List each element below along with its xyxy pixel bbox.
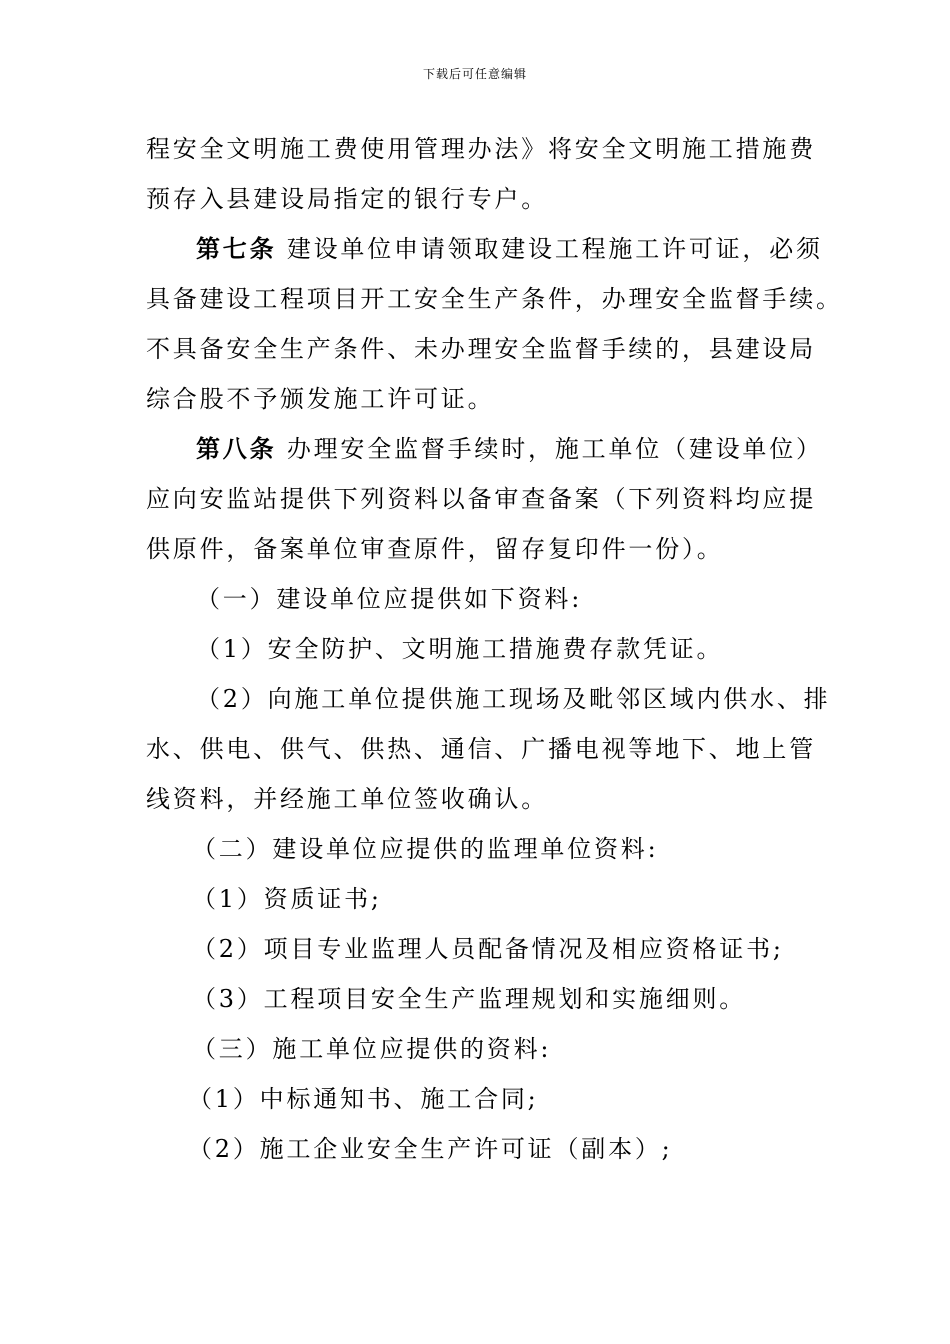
article-8-heading-line: 第八条 办理安全监督手续时，施工单位（建设单位） <box>196 434 823 463</box>
list-item: （1）资质证书; <box>192 885 382 913</box>
text-line: 程安全文明施工费使用管理办法》将安全文明施工措施费 <box>146 135 816 163</box>
section-heading: （三）施工单位应提供的资料: <box>192 1035 552 1063</box>
text-line: 综合股不予颁发施工许可证。 <box>146 385 495 413</box>
article-number: 第八条 <box>196 434 277 463</box>
section-heading: （二）建设单位应提供的监理单位资料: <box>192 835 659 863</box>
section-heading: （一）建设单位应提供如下资料: <box>196 585 583 613</box>
list-item: （2）向施工单位提供施工现场及毗邻区域内供水、排 <box>196 685 831 713</box>
text-line: 供原件，备案单位审查原件，留存复印件一份）。 <box>146 535 724 563</box>
article-7-heading-line: 第七条 建设单位申请领取建设工程施工许可证，必须 <box>196 234 823 263</box>
text-line: 线资料，并经施工单位签收确认。 <box>146 785 548 813</box>
list-item: （1）中标通知书、施工合同; <box>188 1085 539 1113</box>
list-item: （3）工程项目安全生产监理规划和实施细则。 <box>192 985 747 1013</box>
list-item: （2）项目专业监理人员配备情况及相应资格证书; <box>192 935 784 963</box>
list-item: （1）安全防护、文明施工措施费存款凭证。 <box>196 635 724 663</box>
list-item: （2）施工企业安全生产许可证（副本）; <box>188 1135 673 1163</box>
text-line: 不具备安全生产条件、未办理安全监督手续的，县建设局 <box>146 335 816 363</box>
text-line: 水、供电、供气、供热、通信、广播电视等地下、地上管 <box>146 735 816 763</box>
text-line: 应向安监站提供下列资料以备审查备案（下列资料均应提 <box>146 485 816 513</box>
article-number: 第七条 <box>196 234 277 263</box>
page-header: 下载后可任意编辑 <box>422 67 527 81</box>
text-line: 预存入县建设局指定的银行专户。 <box>146 185 548 213</box>
text-line: 具备建设工程项目开工安全生产条件，办理安全监督手续。 <box>146 285 843 313</box>
